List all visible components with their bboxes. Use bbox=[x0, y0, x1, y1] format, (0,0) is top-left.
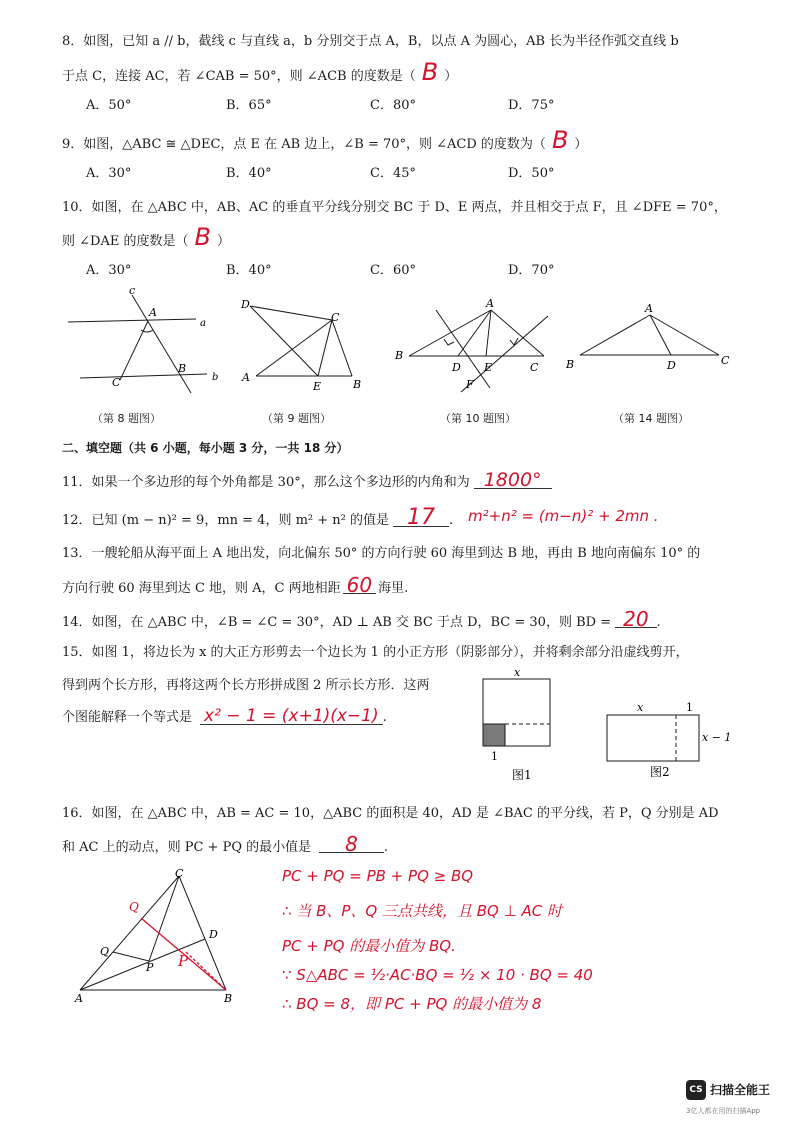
fig14-label-B: B bbox=[566, 358, 575, 371]
q14-answer: 20 bbox=[615, 611, 656, 628]
q8-answer: B bbox=[421, 58, 439, 86]
q13-stem: 方向行驶 60 海里到达 C 地，则 A，C 两地相距 bbox=[62, 581, 341, 596]
q9-option-c: C．45° bbox=[370, 166, 416, 181]
q16-label-B: B bbox=[224, 992, 233, 1005]
q8-option-d: D．75° bbox=[508, 98, 555, 113]
fig14-label-D: D bbox=[667, 359, 676, 372]
scanner-logo-icon: CS bbox=[686, 1080, 706, 1100]
fig2-top-label-x: x bbox=[637, 701, 644, 714]
q10-close: ） bbox=[216, 234, 230, 249]
fig10-label-D: D bbox=[452, 361, 461, 374]
fig10-caption: （第 10 题图） bbox=[440, 412, 516, 425]
q16-line1: 16．如图，在 △ABC 中，AB = AC = 10，△ABC 的面积是 40，AD 是 ∠BAC 的平分线，若 P，Q 分别是 AD bbox=[62, 806, 719, 821]
q9-answer: B bbox=[551, 126, 569, 154]
q13-line1: 13．一艘轮船从海平面上 A 地出发，向北偏东 50° 的方向行驶 60 海里到达 B 地，再由 B 地向南偏东 10° 的 bbox=[62, 546, 701, 561]
q10-stem: 则 ∠DAE 的度数是（ bbox=[62, 234, 189, 249]
q8-option-a: A．50° bbox=[86, 98, 132, 113]
fig10-label-B: B bbox=[395, 349, 404, 362]
fig8-label-c: c bbox=[129, 284, 136, 297]
q14-stem: 14．如图，在 △ABC 中，∠B = ∠C = 30°，AD ⊥ AB 交 BC 于点 D，BC = 30，则 BD = bbox=[62, 615, 612, 630]
fig2-right-label: x − 1 bbox=[702, 731, 732, 744]
q11-stem: 11．如果一个多边形的每个外角都是 30°，那么这个多边形的内角和为 bbox=[62, 475, 470, 490]
q8-option-c: C．80° bbox=[370, 98, 416, 113]
q9-option-b: B．40° bbox=[226, 166, 272, 181]
q16-answer: 8 bbox=[319, 836, 384, 853]
fig8-label-A: A bbox=[149, 306, 157, 319]
q16-label-Q: Q bbox=[100, 945, 110, 958]
watermark-name: 扫描全能王 bbox=[710, 1083, 771, 1097]
fig9-label-B: B bbox=[353, 378, 362, 391]
q14-end: . bbox=[656, 615, 661, 630]
fig10-label-E: E bbox=[484, 361, 493, 374]
q10-option-b: B．40° bbox=[226, 263, 272, 278]
fig1-caption: 图1 bbox=[512, 768, 532, 782]
q8-close: ） bbox=[444, 69, 458, 84]
q13-end: 海里. bbox=[378, 581, 409, 596]
q15-line1: 15．如图 1，将边长为 x 的大正方形剪去一个边长为 1 的小正方形（阴影部分），并将剩余部分沿虚线剪开， bbox=[62, 645, 689, 660]
q10-line1: 10．如图，在 △ABC 中，AB、AC 的垂直平分线分别交 BC 于 D、E 两点，并且相交于点 F，且 ∠DFE = 70°， bbox=[62, 200, 727, 215]
fig10-label-F: F bbox=[466, 378, 474, 391]
q16-label-D: D bbox=[209, 928, 218, 941]
fig8-label-C: C bbox=[112, 376, 121, 389]
q12-end: . bbox=[449, 513, 454, 528]
fig14-caption: （第 14 题图） bbox=[613, 412, 689, 425]
q16-stem: 和 AC 上的动点，则 PC + PQ 的最小值是 bbox=[62, 840, 312, 855]
q9-option-d: D．50° bbox=[508, 166, 555, 181]
watermark-tagline: 3亿人都在用的扫描App bbox=[686, 1107, 761, 1115]
q8-stem: 于点 C，连接 AC，若 ∠CAB = 50°，则 ∠ACB 的度数是（ bbox=[62, 69, 416, 84]
q15-end: . bbox=[382, 710, 387, 725]
q16-label-C: C bbox=[175, 867, 184, 880]
fig8-label-b-line: b bbox=[212, 372, 219, 383]
q16-work-5: ∴ BQ = 8，即 PC + PQ 的最小值为 8 bbox=[282, 995, 542, 1013]
q10-option-c: C．60° bbox=[370, 263, 416, 278]
fig1-bottom-label: 1 bbox=[491, 750, 498, 763]
fig14-label-C: C bbox=[721, 354, 730, 367]
fig8-caption: （第 8 题图） bbox=[92, 412, 161, 425]
fig9-label-D: D bbox=[241, 298, 250, 311]
q8-option-b: B．65° bbox=[226, 98, 272, 113]
q15-stem: 个图能解释一个等式是 bbox=[62, 710, 193, 725]
q16-work-2: ∴ 当 B、P、Q 三点共线，且 BQ ⊥ AC 时 bbox=[282, 902, 562, 920]
q16-work-4: ∵ S△ABC = ½·AC·BQ = ½ × 10 · BQ = 40 bbox=[282, 966, 593, 984]
q9-option-a: A．30° bbox=[86, 166, 132, 181]
fig9-label-A: A bbox=[242, 371, 250, 384]
fig10-label-C: C bbox=[530, 361, 539, 374]
q11-answer: 1800° bbox=[474, 472, 552, 489]
fig9-caption: （第 9 题图） bbox=[262, 412, 331, 425]
fig8-label-B: B bbox=[178, 362, 187, 375]
q16-label-A: A bbox=[75, 992, 83, 1005]
q15-line2: 得到两个长方形，再将这两个长方形拼成图 2 所示长方形．这两 bbox=[62, 678, 430, 693]
q16-work-1: PC + PQ = PB + PQ ≥ BQ bbox=[282, 867, 474, 885]
fig10-label-A: A bbox=[486, 297, 494, 310]
q8-line1: 8．如图，已知 a // b，截线 c 与直线 a，b 分别交于点 A，B，以点 A 为圆心，AB 长为半径作弧交直线 b bbox=[62, 34, 679, 49]
fig9-label-E: E bbox=[313, 380, 322, 393]
fig1-top-label: x bbox=[514, 666, 521, 679]
q12-note: m²+n² = (m−n)² + 2mn . bbox=[468, 507, 659, 525]
q10-option-d: D．70° bbox=[508, 263, 555, 278]
q16-label-Q-red: Q bbox=[129, 900, 139, 914]
section2-title: 二、填空题（共 6 小题，每小题 3 分，一共 18 分） bbox=[62, 441, 349, 455]
q10-option-a: A．30° bbox=[86, 263, 132, 278]
q9-stem: 9．如图，△ABC ≅ △DEC，点 E 在 AB 边上，∠B = 70°，则 ∠ACD 的度数为（ bbox=[62, 137, 546, 152]
q12-answer: 17 bbox=[393, 510, 449, 527]
fig2-top-label-1: 1 bbox=[686, 701, 693, 714]
q9-close: ） bbox=[574, 137, 588, 152]
q16-end: . bbox=[383, 840, 388, 855]
fig14-label-A: A bbox=[645, 302, 653, 315]
q16-label-P: P bbox=[146, 961, 154, 974]
q16-label-P-red: P bbox=[178, 952, 189, 970]
fig8-label-a-line: a bbox=[200, 318, 206, 329]
q15-answer: x² − 1 = (x+1)(x−1) bbox=[200, 708, 383, 725]
q12-stem: 12．已知 (m − n)² = 9，mn = 4，则 m² + n² 的值是 bbox=[62, 513, 389, 528]
q10-answer: B bbox=[194, 223, 211, 251]
q13-answer: 60 bbox=[343, 577, 376, 594]
fig2-caption: 图2 bbox=[650, 765, 670, 779]
fig9-label-C: C bbox=[331, 311, 340, 324]
q16-work-3: PC + PQ 的最小值为 BQ. bbox=[282, 937, 456, 955]
